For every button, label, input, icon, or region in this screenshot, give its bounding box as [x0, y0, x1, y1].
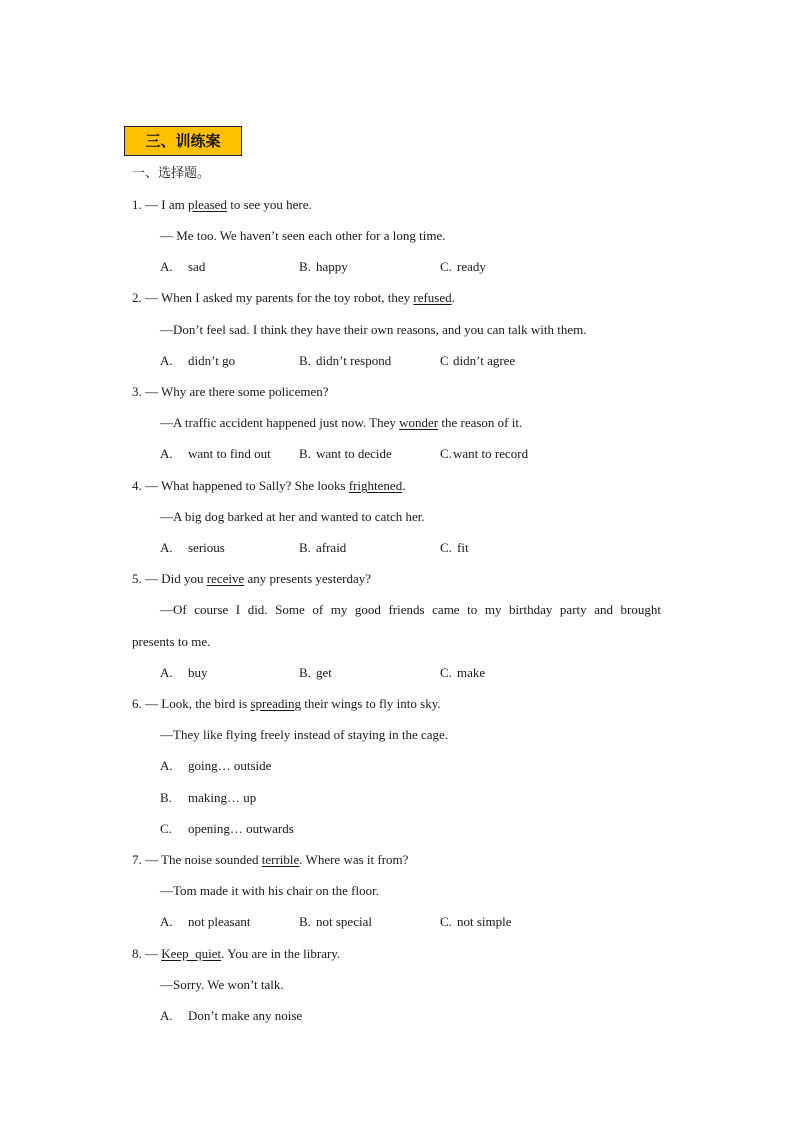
question-number: 4.	[132, 478, 142, 493]
option-c-letter: C.	[440, 914, 452, 929]
key-word: refused	[413, 290, 452, 305]
question-5	[132, 571, 371, 587]
option-b-letter: B.	[160, 790, 172, 805]
option-a-letter: A.	[160, 758, 173, 773]
question-number: 6.	[132, 696, 142, 711]
option-c-letter: C.	[160, 821, 172, 836]
option-b-letter: B.	[299, 540, 311, 555]
option-c-letter: C.	[440, 259, 452, 274]
option-a-text: going… outside	[188, 758, 272, 773]
question-7	[132, 852, 408, 868]
question-number: 5.	[132, 571, 142, 586]
option-b-letter: B.	[299, 446, 311, 461]
question-number: 3.	[132, 384, 142, 399]
answer-2: —Don’t feel sad. I think they have their own reasons, and you can talk with them.	[160, 322, 587, 337]
option-a-text: didn’t go	[188, 353, 236, 368]
answer-8: —Sorry. We won’t talk.	[160, 977, 284, 992]
option-b-letter: B.	[299, 914, 311, 929]
key-word: receive	[206, 571, 245, 586]
option-c-text: not simple	[457, 914, 512, 929]
question-1	[132, 197, 312, 213]
answer-3	[160, 415, 522, 431]
question-text: — The noise sounded	[145, 852, 262, 867]
question-text: . Where was it from?	[299, 852, 409, 867]
option-c-text: fit	[457, 540, 469, 555]
option-b-text: happy	[316, 259, 348, 274]
question-number: 1.	[132, 197, 142, 212]
option-b-text: afraid	[316, 540, 347, 555]
key-word: terrible	[261, 852, 300, 867]
option-a-letter: A.	[160, 446, 173, 461]
option-b-letter: B.	[299, 665, 311, 680]
question-text: .	[402, 478, 406, 493]
option-c-text: ready	[457, 259, 486, 274]
question-text: any presents yesterday?	[244, 571, 371, 586]
answer-5: —Of course I did. Some of my good friends came to my birthday party and brought	[160, 602, 661, 617]
option-a-text: serious	[188, 540, 225, 555]
option-a-letter: A.	[160, 665, 173, 680]
answer-6: —They like flying freely instead of staying in the cage.	[160, 727, 449, 742]
question-text: —	[145, 946, 162, 961]
question-number: 8.	[132, 946, 142, 961]
question-text: .	[451, 290, 455, 305]
key-word: wonder	[399, 415, 439, 430]
option-c-letter: C.	[440, 540, 452, 555]
answer-5-continued: presents to me.	[132, 634, 211, 649]
option-b-text: didn’t respond	[316, 353, 392, 368]
option-a-letter: A.	[160, 1008, 173, 1023]
question-4	[132, 478, 405, 494]
question-2	[132, 290, 455, 306]
option-c-text: make	[457, 665, 486, 680]
key-word: frightened	[348, 478, 403, 493]
question-text: . You are in the library.	[221, 946, 341, 961]
option-a-letter: A.	[160, 540, 173, 555]
option-a-letter: A.	[160, 914, 173, 929]
question-text: — Look, the bird is	[145, 696, 251, 711]
question-8	[132, 946, 340, 962]
option-a-text: sad	[188, 259, 206, 274]
option-c-text: didn’t agree	[453, 353, 516, 368]
option-c-text: want to record	[453, 446, 529, 461]
option-c-letter: C	[440, 353, 449, 368]
key-word: Keep quiet	[161, 946, 222, 961]
answer-7: —Tom made it with his chair on the floor.	[160, 883, 379, 898]
answer-4: —A big dog barked at her and wanted to catch her.	[160, 509, 425, 524]
option-c-text: opening… outwards	[188, 821, 294, 836]
subsection-title: 一、选择题。	[132, 165, 211, 180]
question-3	[132, 384, 329, 400]
option-a-text: not pleasant	[188, 914, 251, 929]
question-text: their wings to fly into sky.	[300, 696, 441, 711]
option-c-letter: C.	[440, 665, 452, 680]
key-word: pleased	[187, 197, 227, 212]
option-c-letter: C.	[440, 446, 452, 461]
key-word: spreading	[250, 696, 301, 711]
question-text: — When I asked my parents for the toy robot, they	[145, 290, 414, 305]
option-b-letter: B.	[299, 353, 311, 368]
option-a-letter: A.	[160, 353, 173, 368]
option-b-text: not special	[316, 914, 372, 929]
answer-1: — Me too. We haven’t seen each other for a long time.	[160, 228, 446, 243]
option-a-text: Don’t make any noise	[188, 1008, 303, 1023]
question-6	[132, 696, 441, 712]
option-b-letter: B.	[299, 259, 311, 274]
question-text: — Why are there some policemen?	[145, 384, 329, 399]
question-text: to see you here.	[226, 197, 312, 212]
section-title: 三、训练案	[124, 126, 242, 156]
question-number: 7.	[132, 852, 142, 867]
option-b-text: get	[316, 665, 332, 680]
answer-text: —A traffic accident happened just now. They	[160, 415, 400, 430]
answer-text: the reason of it.	[438, 415, 523, 430]
question-text: — What happened to Sally? She looks	[145, 478, 349, 493]
option-b-text: want to decide	[316, 446, 392, 461]
question-text: — Did you	[145, 571, 207, 586]
option-a-text: buy	[188, 665, 208, 680]
question-number: 2.	[132, 290, 142, 305]
option-b-text: making… up	[188, 790, 257, 805]
question-text: — I am	[145, 197, 188, 212]
option-a-text: want to find out	[188, 446, 271, 461]
option-a-letter: A.	[160, 259, 173, 274]
